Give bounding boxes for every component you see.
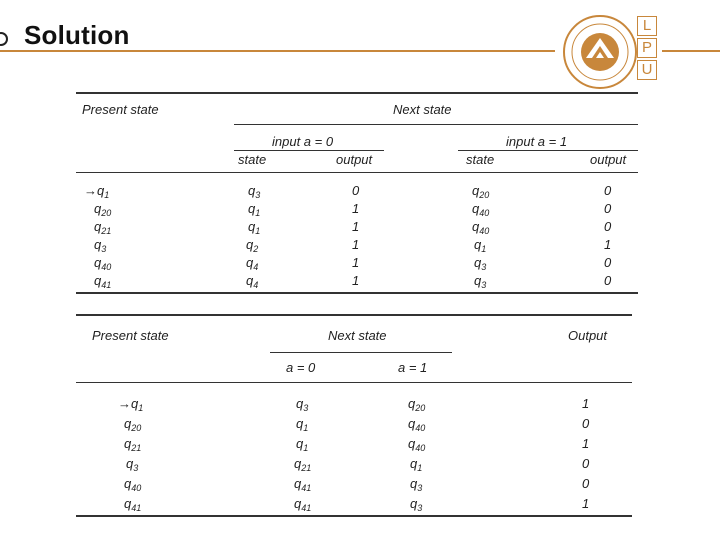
table1-present: $q_{40}$ [94, 255, 112, 272]
table1-col-state1: state [466, 152, 495, 167]
table1-state1: $q_3$ [474, 255, 487, 272]
table2-present: $q_{41}$ [124, 496, 142, 513]
table2-bottom-rule [76, 515, 632, 517]
table2-header-next: Next state [328, 328, 387, 343]
table2-a0: $q_{41}$ [294, 496, 312, 513]
table2-output: 0 [582, 476, 590, 491]
table1-state0: $q_4$ [246, 255, 259, 272]
table2-a0: $q_{21}$ [294, 456, 312, 473]
table2-a1: $q_1$ [410, 456, 423, 473]
table1-output0: 1 [352, 237, 360, 252]
table1-header-present: Present state [82, 102, 159, 117]
table1-state0: $q_2$ [246, 237, 259, 254]
table2-next-rule [270, 352, 452, 353]
table1-header-next: Next state [393, 102, 452, 117]
table1-col-output0: output [336, 152, 373, 167]
table1-present: $\to q_1$ [84, 183, 110, 200]
table2-output: 1 [582, 436, 590, 451]
table1-output0: 1 [352, 201, 360, 216]
table1-header-input1: input a = 1 [506, 134, 568, 149]
table2-a1: $q_{20}$ [408, 396, 426, 413]
table1-present: $q_{41}$ [94, 273, 112, 290]
table2-header-present: Present state [92, 328, 169, 343]
logo-letter-l: L [637, 16, 657, 36]
table1-state1: $q_1$ [474, 237, 487, 254]
table1-state1: $q_{40}$ [472, 201, 490, 218]
logo-letter-p: P [637, 38, 657, 58]
university-seal-icon [562, 14, 638, 90]
state-table-mealy [76, 88, 638, 298]
table1-present: $q_{21}$ [94, 219, 112, 236]
table2-present: $q_{40}$ [124, 476, 142, 493]
table1-output0: 1 [352, 219, 360, 234]
table1-output1: 0 [604, 273, 612, 288]
table1-col-state0: state [238, 152, 267, 167]
table1-output1: 0 [604, 183, 612, 198]
table1-next-rule [234, 124, 638, 125]
table2-a0: $q_3$ [296, 396, 309, 413]
table1-top-rule [76, 92, 638, 94]
table1-output1: 0 [604, 219, 612, 234]
table2-present: $q_3$ [126, 456, 139, 473]
table2-output: 1 [582, 396, 590, 411]
title-rule [0, 50, 555, 52]
table2-a1: $q_{40}$ [408, 436, 426, 453]
table1-output0: 0 [352, 183, 360, 198]
table1-output1: 0 [604, 255, 612, 270]
logo-letter-u: U [637, 60, 657, 80]
table2-header-output: Output [568, 328, 608, 343]
table1-input0-rule [234, 150, 384, 151]
table1-input1-rule [458, 150, 638, 151]
lpu-logo [637, 16, 657, 82]
table1-header-input0: input a = 0 [272, 134, 334, 149]
title-bullet-icon [0, 32, 8, 46]
table1-state0: $q_3$ [248, 183, 261, 200]
table2-a1: $q_{40}$ [408, 416, 426, 433]
table1-output0: 1 [352, 255, 360, 270]
table1-bottom-rule [76, 292, 638, 294]
table2-header-rule [76, 382, 632, 383]
table2-output: 1 [582, 496, 590, 511]
slide-title: Solution [24, 20, 130, 50]
table1-state1: $q_3$ [474, 273, 487, 290]
table1-output1: 1 [604, 237, 612, 252]
table2-output: 0 [582, 416, 590, 431]
table1-state0: $q_4$ [246, 273, 259, 290]
table2-a0: $q_{41}$ [294, 476, 312, 493]
table1-output1: 0 [604, 201, 612, 216]
table2-present: $q_{20}$ [124, 416, 142, 433]
table2-a0: $q_1$ [296, 416, 309, 433]
table2-a0: $q_1$ [296, 436, 309, 453]
table2-present: $q_{21}$ [124, 436, 142, 453]
table2-col-a0: a = 0 [286, 360, 316, 375]
table2-top-rule [76, 314, 632, 316]
table1-present: $q_{20}$ [94, 201, 112, 218]
table1-state0: $q_1$ [248, 201, 261, 218]
table1-header-rule [76, 172, 638, 173]
table2-present: $\to q_1$ [118, 396, 144, 413]
table2-a1: $q_3$ [410, 476, 423, 493]
table2-col-a1: a = 1 [398, 360, 428, 375]
table1-state1: $q_{20}$ [472, 183, 490, 200]
table1-output0: 1 [352, 273, 360, 288]
table2-a1: $q_3$ [410, 496, 423, 513]
state-table-moore [76, 312, 638, 522]
table1-present: $q_3$ [94, 237, 107, 254]
table1-state1: $q_{40}$ [472, 219, 490, 236]
table1-col-output1: output [590, 152, 627, 167]
table1-state0: $q_1$ [248, 219, 261, 236]
title-rule-right [662, 50, 720, 52]
table2-output: 0 [582, 456, 590, 471]
